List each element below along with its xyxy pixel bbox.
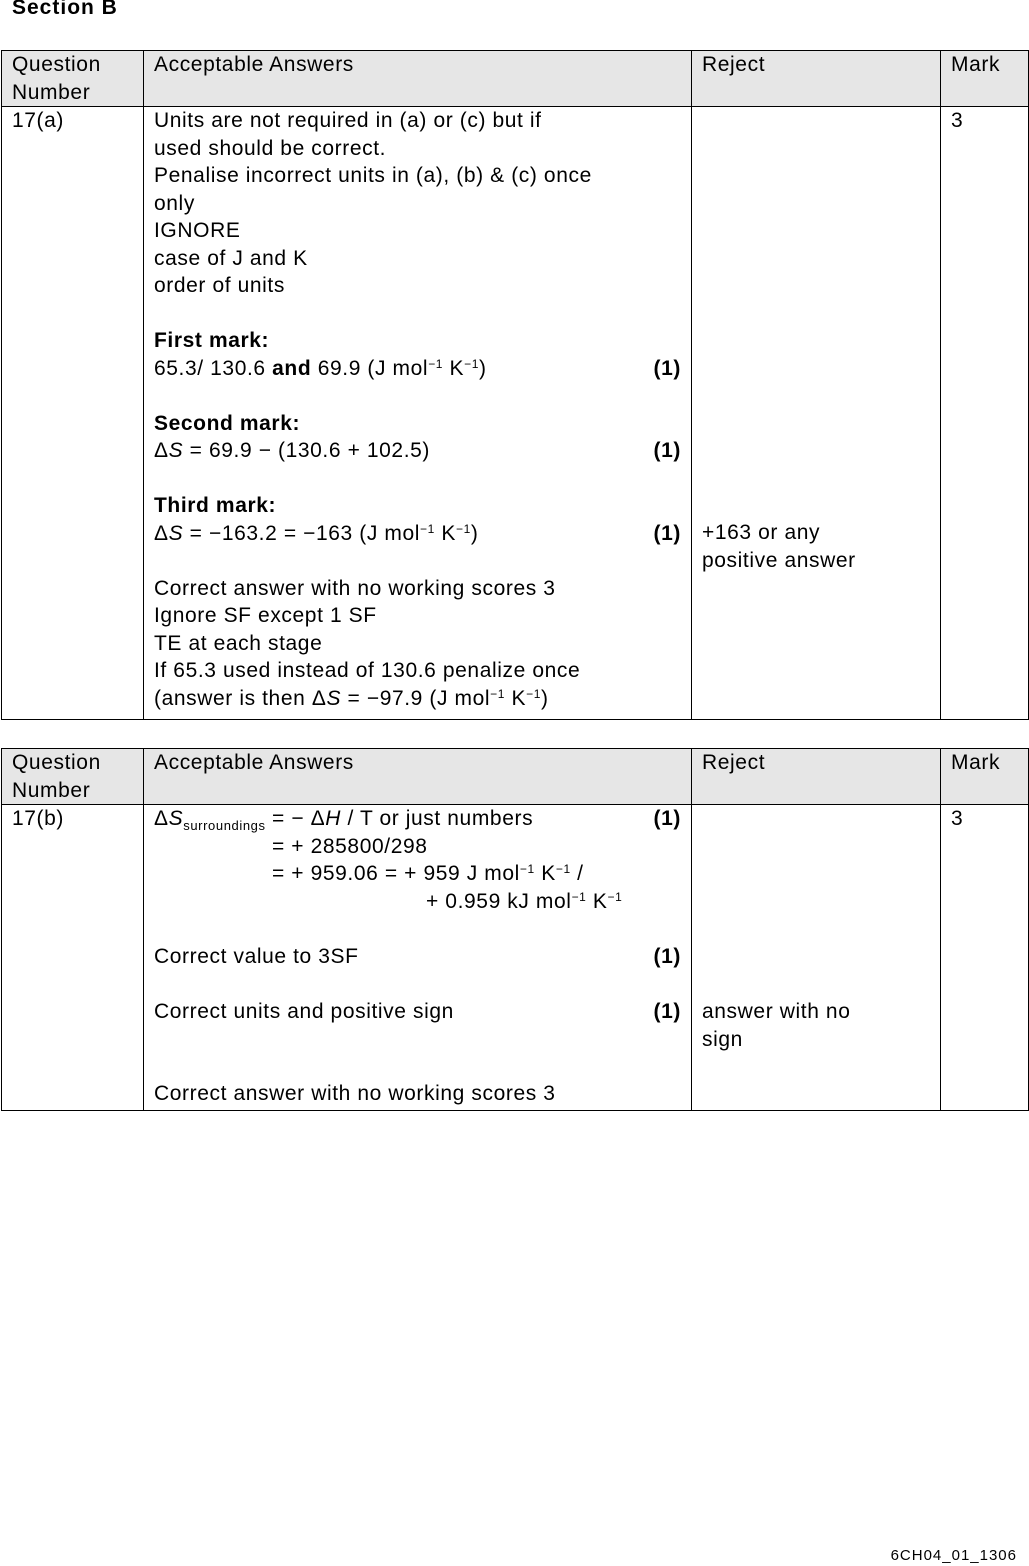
header-acceptable-answers: Acceptable Answers (144, 749, 692, 805)
third-mark-heading: Third mark: (154, 494, 277, 517)
second-mark-heading: Second mark: (154, 411, 301, 435)
reject-line: sign (702, 1027, 743, 1051)
mark-scheme-table-17a (1, 50, 1029, 720)
mark-allocation: (1) (653, 807, 681, 830)
table-header-row (2, 749, 1029, 805)
answer-line: Units are not required in (a) or (c) but if (154, 109, 542, 132)
calc-line: = + 285800/298 (272, 834, 428, 858)
mark-cell: 3 (941, 107, 1029, 720)
mark-cell: 3 (941, 805, 1029, 1111)
note-line: Correct answer with no working scores 3 (154, 1082, 556, 1105)
reject-cell (692, 805, 941, 1111)
entropy-equation-line: $\Delta S_{surroundings}$ = − ΔH / T or just numbers (1) (154, 807, 681, 834)
answer-line: only (154, 191, 195, 215)
acceptable-answers-cell (144, 107, 692, 720)
note-line: If 65.3 used instead of 130.6 penalize once (154, 659, 581, 682)
table-row (2, 107, 1029, 720)
header-acceptable-answers: Acceptable Answers (144, 51, 692, 107)
reject-line: positive answer (702, 548, 856, 572)
calc-line: = + 959.06 = + 959 J mol$^{-1}$ $K^{-1}$ / (272, 862, 584, 885)
header-reject: Reject (692, 749, 941, 805)
note-line: TE at each stage (154, 631, 323, 655)
note-line: (answer is then ΔS = −97.9 (J mol$^{-1}$ $K^{-1}$) (154, 686, 549, 710)
footer-code: 6CH04_01_1306 (890, 1547, 1017, 1564)
correct-units-line: Correct units and positive sign (1) (154, 998, 681, 1026)
answer-line: case of J and K (154, 246, 308, 270)
mark-scheme-table-17b (1, 748, 1029, 1111)
second-mark-line: ΔS = 69.9 − (130.6 + 102.5) (1) (154, 437, 681, 465)
reject-cell (692, 107, 941, 720)
question-number: 17(b) (2, 805, 144, 1111)
note-line: Correct answer with no working scores 3 (154, 576, 556, 600)
note-line: Ignore SF except 1 SF (154, 604, 377, 627)
header-reject: Reject (692, 51, 941, 107)
answer-line: IGNORE (154, 219, 241, 242)
third-mark-line: ΔS = −163.2 = −163 (J mol$^{-1}$ $K^{-1}$) (1) (154, 520, 681, 548)
reject-line: +163 or any (702, 521, 821, 544)
answer-line: used should be correct. (154, 136, 387, 160)
header-question-number: Question Number (2, 51, 144, 107)
correct-value-line: Correct value to 3SF (1) (154, 943, 681, 971)
mark-allocation: (1) (653, 439, 681, 462)
mark-allocation: (1) (653, 999, 681, 1023)
question-number: 17(a) (2, 107, 144, 720)
mark-allocation: (1) (653, 944, 681, 968)
acceptable-answers-cell (144, 805, 692, 1111)
first-mark-line: 65.3/ 130.6 and 69.9 (J mol$^{-1}$ $K^{-1}$) (1) (154, 355, 681, 383)
answer-line: Penalise incorrect units in (a), (b) & (c) once (154, 164, 592, 187)
table-header-row (2, 51, 1029, 107)
header-mark: Mark (941, 749, 1029, 805)
answer-line: order of units (154, 274, 285, 297)
calc-line: + 0.959 kJ mol$^{-1}$ $K^{-1}$ (426, 889, 623, 913)
table-row (2, 805, 1029, 1111)
reject-line: answer with no (702, 1000, 851, 1023)
header-mark: Mark (941, 51, 1029, 107)
mark-allocation: (1) (653, 521, 681, 545)
mark-allocation: (1) (653, 356, 681, 380)
header-question-number: Question Number (2, 749, 144, 805)
first-mark-heading: First mark: (154, 329, 270, 352)
section-title: Section B (12, 0, 118, 19)
